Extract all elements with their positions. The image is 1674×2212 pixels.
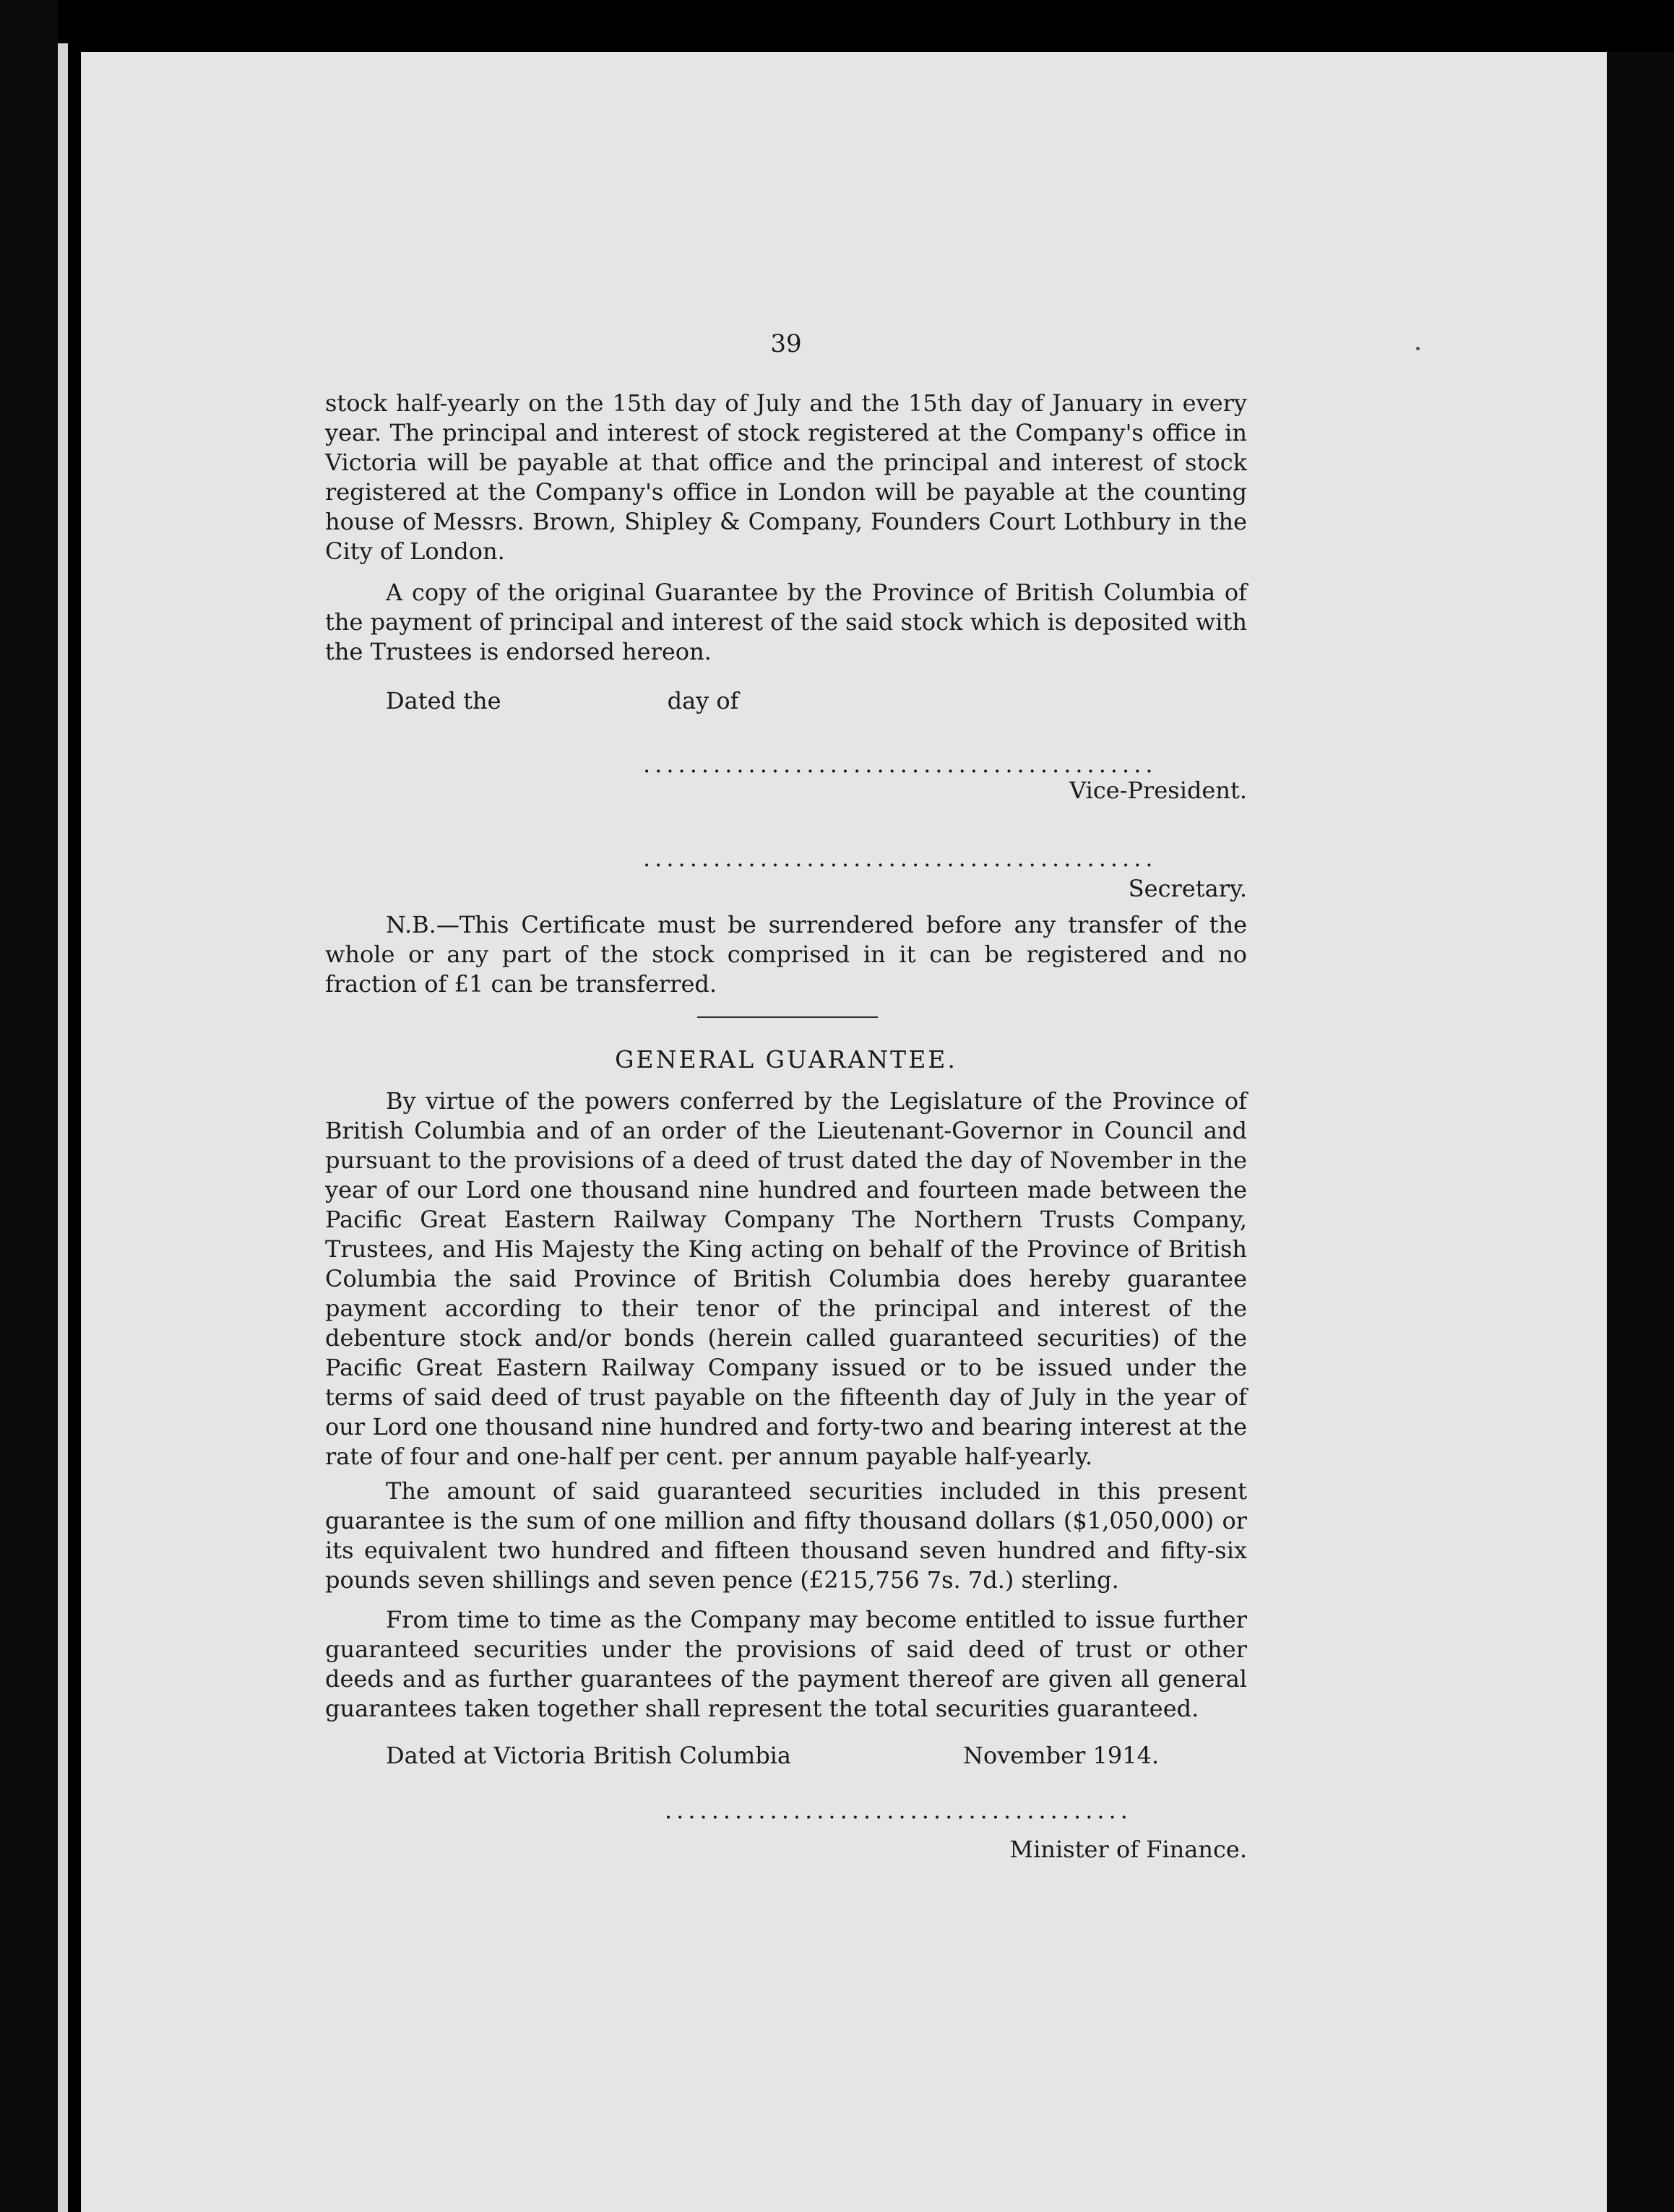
section-divider <box>697 1016 878 1018</box>
nb-note: N.B.—This Certificate must be surrendered before any transfer of the whole or any part of the stock comprised in it can be registered and no fraction of £1 can be transferred. <box>325 911 1247 998</box>
scan-left-edge <box>0 0 58 2212</box>
guarantee-dated-line <box>386 1741 1217 1771</box>
document-page <box>81 52 1607 2212</box>
guarantee-paragraph-2: The amount of said guaranteed securities included in this present guarantee is the sum of one million and fifty thousand dollars ($1,050,000) or its equivalent two hundred and fifteen thousand seven hundred and fifty-six pounds seven shillings and seven pence (£215,756 7s. 7d.) sterling. <box>325 1477 1247 1594</box>
scan-right-edge <box>1607 52 1674 2212</box>
vice-president-label: Vice-President. <box>1069 777 1247 804</box>
certificate-dated-line <box>386 686 1036 716</box>
minister-signature-line: ........................................ <box>665 1797 1132 1824</box>
scan-speck <box>1416 347 1420 350</box>
dated-prefix: Dated the <box>386 687 501 714</box>
certificate-paragraph-1: stock half-yearly on the 15th day of July and the 15th day of January in every year. The principal and interest of stock registered at the Company's office in Victoria will be payable at that office and the principal and interest of stock registered at the Company's office in London will be payable at the counting house of Messrs. Brown, Shipley & Company, Founders Court Lothbury in the City of London. <box>325 389 1247 565</box>
certificate-paragraph-2: A copy of the original Guarantee by the Province of British Columbia of the payment of principal and interest of the said stock which is deposited with the Trustees is endorsed hereon. <box>325 579 1247 665</box>
dated-suffix: day of <box>667 687 739 714</box>
guarantee-heading: GENERAL GUARANTEE. <box>615 1045 957 1073</box>
dated-place: Dated at Victoria British Columbia <box>386 1742 791 1769</box>
previous-page-edge <box>58 43 68 2212</box>
page-number: 39 <box>770 329 802 358</box>
guarantee-paragraph-1: By virtue of the powers conferred by the Legislature of the Province of British Columbia and of an order of the Lieutenant-Governor in Council and pursuant to the provisions of a deed of trust dated the day of November in the year of our Lord one thousand nine hundred and fourteen made between the Pacific Great Eastern Railway Company The Northern Trusts Company, Trustees, and His Majesty the King acting on behalf of the Province of British Columbia the said Province of British Columbia does hereby guarantee payment according to their tenor of the principal and interest of the debenture stock and/or bonds (herein called guaranteed securities) of the Pacific Great Eastern Railway Company issued or to be issued under the terms of said deed of trust payable on the fifteenth day of July in the year of our Lord one thousand nine hundred and forty-two and bearing interest at the rate of four and one-half per cent. per annum payable half-yearly. <box>325 1087 1247 1470</box>
vice-president-signature-line: ............................................ <box>643 751 1157 778</box>
secretary-label: Secretary. <box>1128 875 1247 902</box>
dated-date: November 1914. <box>962 1742 1160 1769</box>
minister-label: Minister of Finance. <box>1009 1836 1247 1863</box>
secretary-signature-line: ............................................ <box>643 844 1157 872</box>
guarantee-paragraph-3: From time to time as the Company may become entitled to issue further guaranteed securities under the provisions of said deed of trust or other deeds and as further guarantees of the payment thereof are given all general guarantees taken together shall represent the total securities guaranteed. <box>325 1606 1247 1722</box>
